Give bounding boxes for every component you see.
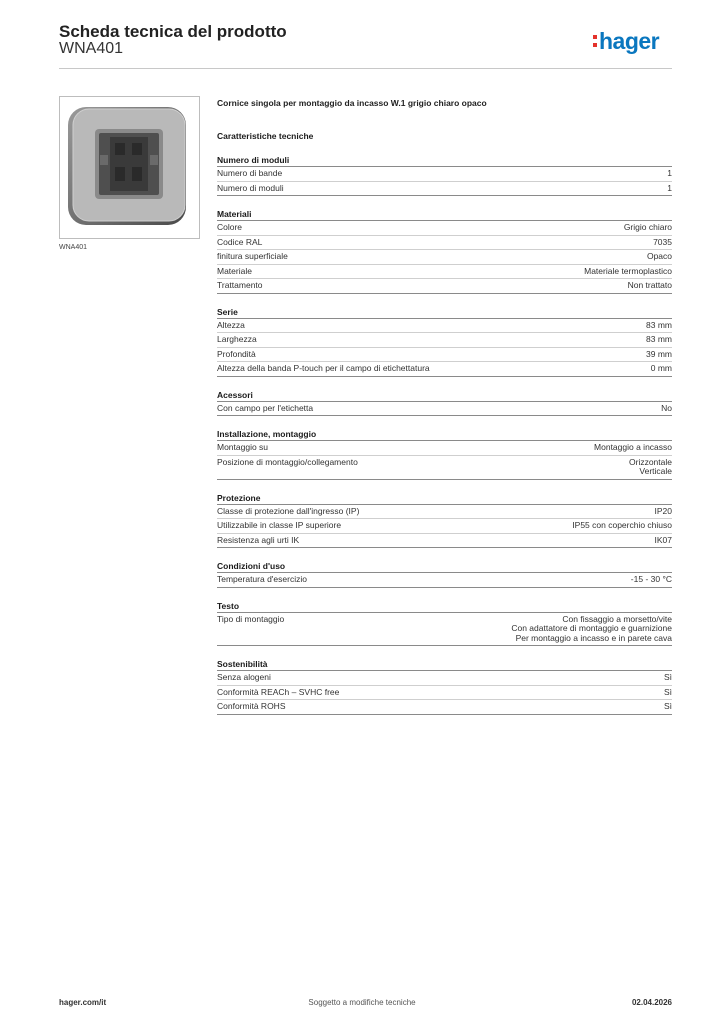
spec-value-line: Con fissaggio a morsetto/vite [562, 613, 672, 624]
spec-row [217, 319, 672, 334]
spec-value-line: Verticale [639, 466, 672, 476]
section-gap [217, 646, 672, 655]
spec-value-line: IK07 [654, 534, 672, 545]
footer-note: Soggetto a modifiche tecniche [308, 998, 416, 1007]
section-title: Serie [217, 303, 672, 319]
spec-section [217, 597, 672, 647]
specifications-panel [217, 96, 672, 715]
spec-row [217, 348, 672, 363]
spec-row [217, 279, 672, 294]
spec-label: Altezza [217, 319, 245, 330]
spec-value-line: 39 mm [646, 348, 672, 359]
technical-characteristics-heading: Caratteristiche tecniche [217, 131, 314, 141]
footer-website-link[interactable]: hager.com/it [59, 998, 107, 1007]
spec-row [217, 573, 672, 588]
spec-value-line: Opaco [646, 251, 672, 261]
spec-value-line: Non trattato [627, 280, 672, 290]
spec-section [217, 205, 672, 294]
section-title: Numero di moduli [217, 151, 672, 167]
spec-section [217, 151, 672, 196]
spec-label: Colore [217, 222, 243, 232]
spec-row [217, 686, 672, 701]
section-gap [217, 416, 672, 425]
spec-label: Tipo di montaggio [217, 613, 285, 624]
spec-row [217, 333, 672, 348]
spec-value [624, 223, 672, 233]
spec-section [217, 303, 672, 377]
section-gap [217, 196, 672, 205]
spec-value-line: Per montaggio a incasso e in parete cava [515, 632, 672, 643]
spec-value [511, 615, 672, 644]
spec-label: Temperatura d'esercizio [217, 574, 307, 584]
spec-value-line: 7035 [653, 236, 672, 247]
spec-value [572, 521, 672, 531]
hager-logo [593, 28, 659, 55]
spec-row [217, 613, 672, 647]
spec-value-line: 83 mm [646, 319, 672, 330]
product-image-caption: WNA401 [59, 244, 88, 251]
spec-value-line: Sì [663, 672, 672, 682]
spec-row [217, 167, 672, 182]
section-title: Testo [217, 597, 672, 613]
spec-value [646, 321, 672, 331]
spec-row [217, 250, 672, 265]
spec-value [653, 238, 672, 248]
spec-label: Conformità REACh – SVHC free [217, 686, 340, 697]
logo-text: hager [599, 28, 660, 54]
spec-value-line: IP55 con coperchio chiuso [572, 520, 672, 530]
spec-value [631, 575, 672, 585]
section-title: Installazione, montaggio [217, 425, 672, 441]
spec-value [661, 404, 672, 414]
spec-row [217, 362, 672, 377]
spec-value-line: 0 mm [650, 363, 672, 373]
spec-value-line: Con adattatore di montaggio e guarnizione [511, 623, 672, 633]
spec-value [655, 536, 673, 546]
spec-section [217, 386, 672, 417]
product-code-subtitle: WNA401 [59, 40, 124, 57]
spec-row [217, 700, 672, 715]
logo-dots-icon [593, 35, 597, 51]
section-title: Materiali [217, 205, 672, 221]
spec-value [646, 335, 672, 345]
spec-label: Numero di bande [217, 168, 283, 178]
spec-label: finitura superficiale [217, 251, 288, 261]
spec-value-line: IP20 [654, 505, 672, 516]
spec-value-line: Materiale termoplastico [584, 265, 672, 276]
spec-row [217, 519, 672, 534]
section-title: Acessori [217, 386, 672, 402]
spec-label: Con campo per l'etichetta [217, 402, 314, 413]
spec-value-line: 1 [667, 168, 672, 178]
spec-value [664, 688, 672, 698]
spec-row [217, 456, 672, 480]
spec-row [217, 402, 672, 417]
spec-row [217, 534, 672, 549]
spec-value [651, 364, 672, 374]
section-gap [217, 377, 672, 386]
spec-value [629, 458, 672, 477]
frame-illustration-icon [60, 97, 199, 238]
product-description: Cornice singola per montaggio da incasso W.1 grigio chiaro opaco [217, 98, 487, 108]
section-gap [217, 588, 672, 597]
spec-row [217, 671, 672, 686]
section-gap [217, 294, 672, 303]
spec-value-line: Sì [663, 686, 672, 697]
spec-value [664, 702, 672, 712]
spec-label: Profondità [217, 348, 256, 359]
spec-label: Larghezza [217, 334, 257, 344]
spec-label: Resistenza agli urti IK [217, 534, 300, 545]
section-title: Sostenibilità [217, 655, 672, 671]
spec-value [594, 443, 672, 453]
spec-row [217, 221, 672, 236]
spec-label: Classe di protezione dall'ingresso (IP) [217, 505, 360, 516]
spec-value [584, 267, 672, 277]
spec-value-line: 83 mm [646, 334, 672, 344]
header-divider [59, 68, 672, 69]
spec-label: Codice RAL [217, 236, 263, 247]
spec-label: Altezza della banda P-touch per il campo di etichettatura [217, 363, 430, 373]
spec-label: Senza alogeni [217, 672, 271, 682]
spec-label: Numero di moduli [217, 182, 284, 193]
spec-value [655, 507, 673, 517]
spec-value [667, 184, 672, 194]
section-title: Protezione [217, 489, 672, 505]
spec-row [217, 505, 672, 520]
spec-value-line: Grigio chiaro [623, 222, 672, 232]
section-gap [217, 480, 672, 489]
footer-date: 02.04.2026 [631, 998, 672, 1007]
spec-row [217, 236, 672, 251]
spec-label: Utilizzabile in classe IP superiore [217, 520, 342, 530]
spec-row [217, 182, 672, 197]
spec-value [646, 350, 672, 360]
spec-label: Conformità ROHS [217, 701, 286, 711]
spec-label: Trattamento [217, 280, 263, 290]
spec-value [628, 281, 672, 291]
spec-sections [217, 151, 672, 715]
spec-value [667, 169, 672, 179]
spec-label: Materiale [217, 265, 252, 276]
spec-section [217, 489, 672, 549]
spec-label: Posizione di montaggio/collegamento [217, 456, 358, 467]
spec-section [217, 655, 672, 715]
spec-value-line: 1 [667, 182, 672, 193]
page-title: Scheda tecnica del prodotto [59, 22, 287, 41]
spec-value-line: No [661, 402, 672, 413]
spec-value-line: Sì [663, 701, 672, 711]
section-gap [217, 548, 672, 557]
spec-row [217, 265, 672, 280]
spec-value-line: Orizzontale [629, 456, 672, 467]
spec-label: Montaggio su [217, 442, 269, 452]
spec-section [217, 425, 672, 480]
spec-section [217, 557, 672, 588]
spec-value-line: -15 - 30 °C [630, 574, 672, 584]
spec-value [647, 252, 672, 262]
spec-row [217, 441, 672, 456]
spec-value [664, 673, 672, 683]
section-title: Condizioni d'uso [217, 557, 672, 573]
product-image [59, 96, 200, 239]
spec-value-line: Montaggio a incasso [594, 442, 672, 452]
